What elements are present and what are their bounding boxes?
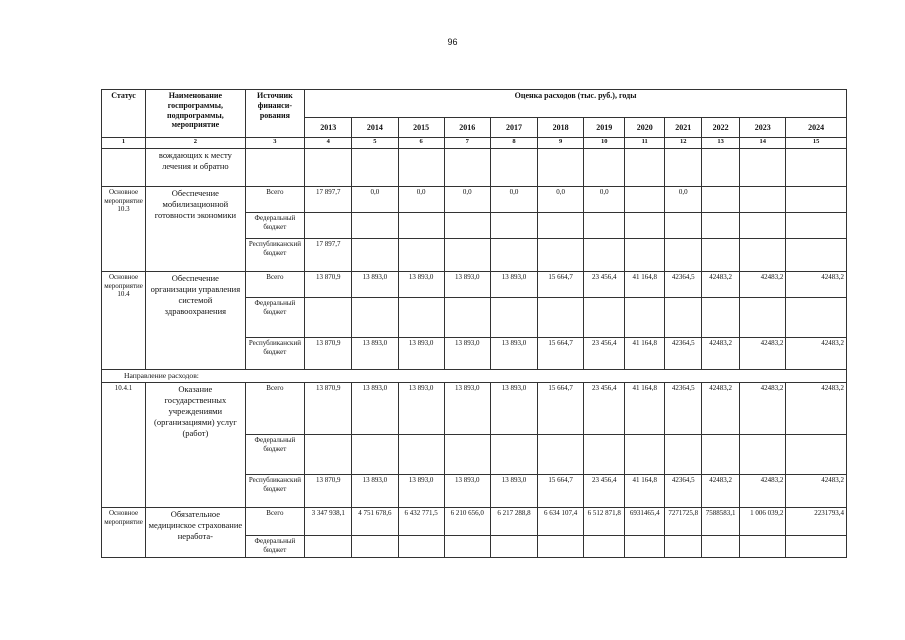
value-cell: 6 217 288,8 bbox=[490, 508, 537, 536]
value-cell: 23 456,4 bbox=[584, 338, 625, 370]
source-cell: Федеральный бюджет bbox=[245, 536, 305, 558]
value-cell bbox=[740, 239, 786, 272]
value-cell bbox=[786, 435, 847, 475]
value-cell: 1 006 039,2 bbox=[740, 508, 786, 536]
value-cell bbox=[490, 213, 537, 239]
status-cell: 10.4.1 bbox=[102, 383, 146, 508]
table-row bbox=[102, 508, 847, 536]
value-cell: 0,0 bbox=[665, 187, 702, 213]
value-cell bbox=[352, 536, 398, 558]
value-cell bbox=[584, 536, 625, 558]
column-number: 9 bbox=[538, 138, 584, 149]
value-cell: 15 664,7 bbox=[538, 272, 584, 298]
value-cell bbox=[444, 536, 490, 558]
column-number: 10 bbox=[584, 138, 625, 149]
value-cell bbox=[538, 435, 584, 475]
column-number: 5 bbox=[352, 138, 398, 149]
header-source: Источник финанси-рования bbox=[245, 90, 305, 138]
value-cell: 42364,5 bbox=[665, 475, 702, 508]
value-cell: 13 893,0 bbox=[444, 475, 490, 508]
value-cell bbox=[625, 213, 665, 239]
header-year: 2022 bbox=[702, 118, 740, 138]
value-cell bbox=[665, 149, 702, 187]
value-cell bbox=[305, 213, 352, 239]
value-cell: 6 512 871,8 bbox=[584, 508, 625, 536]
header-year: 2015 bbox=[398, 118, 444, 138]
header-year: 2024 bbox=[786, 118, 847, 138]
value-cell bbox=[305, 298, 352, 338]
value-cell bbox=[786, 536, 847, 558]
value-cell: 6 432 771,5 bbox=[398, 508, 444, 536]
value-cell: 13 893,0 bbox=[352, 475, 398, 508]
value-cell bbox=[444, 435, 490, 475]
source-cell: Республиканский бюджет bbox=[245, 475, 305, 508]
value-cell bbox=[398, 213, 444, 239]
value-cell: 13 893,0 bbox=[398, 338, 444, 370]
value-cell bbox=[625, 187, 665, 213]
column-number: 13 bbox=[702, 138, 740, 149]
column-number: 4 bbox=[305, 138, 352, 149]
source-cell: Федеральный бюджет bbox=[245, 213, 305, 239]
column-number: 6 bbox=[398, 138, 444, 149]
value-cell: 13 893,0 bbox=[352, 272, 398, 298]
value-cell: 13 893,0 bbox=[444, 338, 490, 370]
value-cell bbox=[665, 435, 702, 475]
source-cell: Всего bbox=[245, 187, 305, 213]
source-cell bbox=[245, 149, 305, 187]
value-cell: 13 893,0 bbox=[398, 272, 444, 298]
source-cell: Всего bbox=[245, 383, 305, 435]
value-cell bbox=[398, 239, 444, 272]
value-cell: 0,0 bbox=[352, 187, 398, 213]
value-cell: 3 347 938,1 bbox=[305, 508, 352, 536]
value-cell bbox=[584, 149, 625, 187]
value-cell bbox=[786, 149, 847, 187]
value-cell: 17 897,7 bbox=[305, 187, 352, 213]
source-cell: Федеральный бюджет bbox=[245, 298, 305, 338]
page-number: 96 bbox=[447, 37, 458, 47]
value-cell: 6931465,4 bbox=[625, 508, 665, 536]
header-year: 2020 bbox=[625, 118, 665, 138]
value-cell bbox=[665, 536, 702, 558]
header-status: Статус bbox=[102, 90, 146, 138]
value-cell bbox=[702, 435, 740, 475]
value-cell bbox=[444, 298, 490, 338]
value-cell: 13 870,9 bbox=[305, 475, 352, 508]
value-cell bbox=[538, 149, 584, 187]
header-year: 2021 bbox=[665, 118, 702, 138]
value-cell: 13 870,9 bbox=[305, 383, 352, 435]
value-cell bbox=[665, 213, 702, 239]
value-cell bbox=[305, 435, 352, 475]
value-cell bbox=[786, 187, 847, 213]
value-cell: 13 893,0 bbox=[352, 338, 398, 370]
value-cell: 42483,2 bbox=[702, 338, 740, 370]
value-cell bbox=[538, 239, 584, 272]
value-cell: 23 456,4 bbox=[584, 272, 625, 298]
value-cell: 6 634 107,4 bbox=[538, 508, 584, 536]
value-cell: 42483,2 bbox=[740, 338, 786, 370]
value-cell bbox=[740, 149, 786, 187]
value-cell bbox=[740, 298, 786, 338]
source-cell: Всего bbox=[245, 508, 305, 536]
value-cell: 42483,2 bbox=[786, 272, 847, 298]
value-cell: 2231793,4 bbox=[786, 508, 847, 536]
value-cell: 13 870,9 bbox=[305, 272, 352, 298]
table-row bbox=[102, 187, 847, 213]
header-estimate: Оценка расходов (тыс. руб.), годы bbox=[305, 90, 847, 118]
value-cell: 6 210 656,0 bbox=[444, 508, 490, 536]
value-cell: 13 870,9 bbox=[305, 338, 352, 370]
status-cell: Основное мероприятие 10.4 bbox=[102, 272, 146, 370]
value-cell bbox=[352, 298, 398, 338]
value-cell: 42483,2 bbox=[786, 475, 847, 508]
value-cell: 13 893,0 bbox=[352, 383, 398, 435]
value-cell: 42483,2 bbox=[786, 383, 847, 435]
table-row bbox=[102, 383, 847, 435]
value-cell: 4 751 678,6 bbox=[352, 508, 398, 536]
value-cell: 42483,2 bbox=[702, 475, 740, 508]
value-cell bbox=[398, 536, 444, 558]
value-cell bbox=[625, 435, 665, 475]
name-cell: Обеспечение организации управления системой здравоохранения bbox=[146, 272, 246, 370]
value-cell bbox=[740, 213, 786, 239]
value-cell bbox=[786, 213, 847, 239]
value-cell bbox=[625, 239, 665, 272]
header-year: 2014 bbox=[352, 118, 398, 138]
value-cell bbox=[538, 213, 584, 239]
value-cell: 13 893,0 bbox=[490, 383, 537, 435]
value-cell: 41 164,8 bbox=[625, 272, 665, 298]
source-cell: Всего bbox=[245, 272, 305, 298]
value-cell: 7271725,8 bbox=[665, 508, 702, 536]
value-cell bbox=[625, 536, 665, 558]
header-year: 2016 bbox=[444, 118, 490, 138]
value-cell: 41 164,8 bbox=[625, 338, 665, 370]
column-number: 1 bbox=[102, 138, 146, 149]
value-cell bbox=[584, 298, 625, 338]
budget-table bbox=[101, 89, 847, 558]
value-cell bbox=[490, 149, 537, 187]
value-cell: 23 456,4 bbox=[584, 383, 625, 435]
value-cell bbox=[444, 213, 490, 239]
value-cell: 15 664,7 bbox=[538, 383, 584, 435]
value-cell: 15 664,7 bbox=[538, 338, 584, 370]
column-number: 3 bbox=[245, 138, 305, 149]
source-cell: Республиканский бюджет bbox=[245, 239, 305, 272]
value-cell: 41 164,8 bbox=[625, 475, 665, 508]
value-cell bbox=[305, 149, 352, 187]
value-cell bbox=[665, 298, 702, 338]
value-cell bbox=[444, 239, 490, 272]
value-cell bbox=[490, 298, 537, 338]
value-cell bbox=[702, 536, 740, 558]
status-cell: Основное мероприятие bbox=[102, 508, 146, 558]
value-cell: 42483,2 bbox=[702, 272, 740, 298]
value-cell: 13 893,0 bbox=[490, 272, 537, 298]
value-cell bbox=[702, 187, 740, 213]
value-cell bbox=[740, 435, 786, 475]
value-cell: 0,0 bbox=[444, 187, 490, 213]
value-cell bbox=[665, 239, 702, 272]
column-number: 15 bbox=[786, 138, 847, 149]
value-cell: 13 893,0 bbox=[398, 475, 444, 508]
value-cell bbox=[352, 435, 398, 475]
value-cell: 42364,5 bbox=[665, 272, 702, 298]
value-cell bbox=[786, 239, 847, 272]
table-row bbox=[102, 272, 847, 298]
column-number: 8 bbox=[490, 138, 537, 149]
column-number: 12 bbox=[665, 138, 702, 149]
value-cell bbox=[702, 298, 740, 338]
value-cell bbox=[584, 213, 625, 239]
value-cell: 13 893,0 bbox=[490, 475, 537, 508]
value-cell bbox=[625, 298, 665, 338]
header-year: 2017 bbox=[490, 118, 537, 138]
value-cell: 7588583,1 bbox=[702, 508, 740, 536]
value-cell bbox=[398, 149, 444, 187]
value-cell bbox=[702, 213, 740, 239]
value-cell bbox=[740, 536, 786, 558]
value-cell: 13 893,0 bbox=[444, 272, 490, 298]
value-cell bbox=[625, 149, 665, 187]
value-cell bbox=[490, 435, 537, 475]
header-year: 2023 bbox=[740, 118, 786, 138]
value-cell bbox=[584, 239, 625, 272]
column-number: 11 bbox=[625, 138, 665, 149]
name-cell: Обеспечение мобилизационной готовности экономики bbox=[146, 187, 246, 272]
section-label: Направление расходов: bbox=[102, 370, 847, 383]
value-cell bbox=[786, 298, 847, 338]
value-cell: 17 897,7 bbox=[305, 239, 352, 272]
value-cell: 42483,2 bbox=[786, 338, 847, 370]
status-cell bbox=[102, 149, 146, 187]
header-name: Наименование госпрограммы, подпрограммы, мероприятие bbox=[146, 90, 246, 138]
value-cell: 13 893,0 bbox=[398, 383, 444, 435]
value-cell: 41 164,8 bbox=[625, 383, 665, 435]
name-cell: Оказание государственных учреждениями (организациями) услуг (работ) bbox=[146, 383, 246, 508]
value-cell bbox=[490, 536, 537, 558]
value-cell: 0,0 bbox=[490, 187, 537, 213]
value-cell bbox=[352, 149, 398, 187]
value-cell bbox=[702, 239, 740, 272]
value-cell bbox=[702, 149, 740, 187]
value-cell bbox=[305, 536, 352, 558]
value-cell: 42483,2 bbox=[702, 383, 740, 435]
value-cell: 42483,2 bbox=[740, 272, 786, 298]
header-year: 2019 bbox=[584, 118, 625, 138]
name-cell: Обязательное медицинское страхование неработа- bbox=[146, 508, 246, 558]
value-cell bbox=[538, 536, 584, 558]
value-cell: 42483,2 bbox=[740, 475, 786, 508]
status-cell: Основное мероприятие 10.3 bbox=[102, 187, 146, 272]
column-number: 2 bbox=[146, 138, 246, 149]
value-cell: 42364,5 bbox=[665, 383, 702, 435]
header-year: 2013 bbox=[305, 118, 352, 138]
value-cell bbox=[740, 187, 786, 213]
value-cell: 0,0 bbox=[538, 187, 584, 213]
value-cell bbox=[490, 239, 537, 272]
value-cell: 42364,5 bbox=[665, 338, 702, 370]
value-cell bbox=[352, 239, 398, 272]
name-cell: вождающих к месту лечения и обратно bbox=[146, 149, 246, 187]
value-cell: 23 456,4 bbox=[584, 475, 625, 508]
value-cell bbox=[538, 298, 584, 338]
value-cell: 42483,2 bbox=[740, 383, 786, 435]
source-cell: Федеральный бюджет bbox=[245, 435, 305, 475]
value-cell: 0,0 bbox=[584, 187, 625, 213]
value-cell bbox=[398, 298, 444, 338]
value-cell bbox=[352, 213, 398, 239]
value-cell bbox=[398, 435, 444, 475]
value-cell bbox=[584, 435, 625, 475]
header-year: 2018 bbox=[538, 118, 584, 138]
column-number: 14 bbox=[740, 138, 786, 149]
value-cell: 13 893,0 bbox=[444, 383, 490, 435]
value-cell: 15 664,7 bbox=[538, 475, 584, 508]
value-cell: 0,0 bbox=[398, 187, 444, 213]
source-cell: Республиканский бюджет bbox=[245, 338, 305, 370]
column-number: 7 bbox=[444, 138, 490, 149]
value-cell: 13 893,0 bbox=[490, 338, 537, 370]
value-cell bbox=[444, 149, 490, 187]
